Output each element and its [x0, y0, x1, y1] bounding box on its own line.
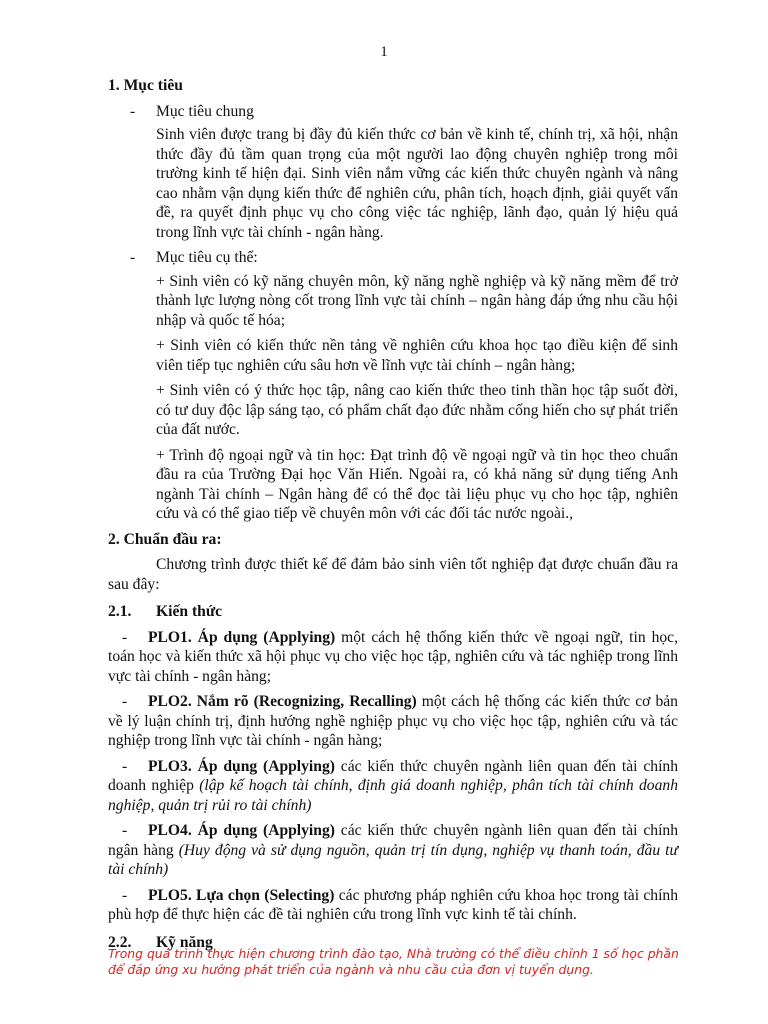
specific-item-1: + Sinh viên có kỹ năng chuyên môn, kỹ năng nghề nghiệp và kỹ năng mềm để trở thành lực lượng nòng cốt trong lĩnh vực tài chính – ngân hàng đáp ứng nhu cầu hội nhập và quốc tế hóa; — [156, 272, 678, 329]
subsection-2-2-heading: 2.2. Kỹ năng — [108, 933, 213, 951]
plo-1: - PLO1. Áp dụng (Applying) một cách hệ thống kiến thức về ngoại ngữ, tin học, toán học và kiến thức xã hội phục vụ cho việc học tập, nghiên cứu và tác nghiệp trong lĩnh vực tài chính - ngân hàng; — [108, 628, 678, 685]
plo-5: - PLO5. Lựa chọn (Selecting) các phương pháp nghiên cứu khoa học trong tài chính phù hợp để thực hiện các đề tài nghiên cứu trong lĩnh vực kinh tế tài chính. — [108, 886, 679, 923]
document-body — [108, 76, 678, 958]
specific-objective-label: - Mục tiêu cụ thể: — [130, 249, 258, 266]
specific-item-4: + Trình độ ngoại ngữ và tin học: Đạt trình độ về ngoại ngữ và tin học theo chuẩn đầu ra của Trường Đại học Văn Hiến. Ngoài ra, có khả năng sử dụng tiếng Anh ngành Tài chính – Ngân hàng để có thể đọc tài liệu phục vụ cho học tập, nghiên cứu và có thể giao tiếp về chuyên môn với các đối tác nước ngoài., — [156, 446, 678, 522]
section-2-intro: Chương trình được thiết kế để đảm bảo sinh viên tốt nghiệp đạt được chuẩn đầu ra sau đây: — [108, 556, 678, 593]
page-number: 1 — [380, 44, 388, 60]
section-1-heading: 1. Mục tiêu — [108, 77, 183, 94]
plo-4: - PLO4. Áp dụng (Applying) các kiến thức chuyên ngành liên quan đến tài chính ngân hàng (Huy động và sử dụng nguồn, quản trị tín dụng, nghiệp vụ thanh toán, đầu tư tài chính) — [108, 822, 678, 878]
specific-item-2: + Sinh viên có kiến thức nền tảng về nghiên cứu khoa học tạo điều kiện để sinh viên tiếp tục nghiên cứu sâu hơn về lĩnh vực tài chính – ngân hàng; — [156, 337, 678, 374]
subsection-2-1-heading: 2.1. Kiến thức — [108, 603, 223, 620]
footnote-note: Trong quá trình thực hiện chương trình đào tạo, Nhà trường có thể điều chỉnh 1 số học phần để đáp ứng xu hướng phát triển của ngành và nhu cầu của đơn vị tuyển dụng. — [108, 946, 679, 977]
general-objective-text: Sinh viên được trang bị đầy đủ kiến thức cơ bản về kinh tế, chính trị, xã hội, nhận thức đầy đủ tầm quan trọng của một người lao động chuyên nghiệp trong môi trường kinh tế hiện đại. Sinh viên nắm vững các kiến thức chuyên ngành và nâng cao nhằm vận dụng kiến thức để nghiên cứu, phân tích, hoạch định, giải quyết vấn đề, ra quyết định phục vụ cho công việc tác nghiệp, lãnh đạo, quản lý hiệu quả trong lĩnh vực tài chính - ngân hàng. — [156, 126, 678, 241]
specific-item-3: + Sinh viên có ý thức học tập, nâng cao kiến thức theo tinh thần học tập suốt đời, có tư duy độc lập sáng tạo, có phẩm chất đạo đức nhằm cống hiến cho sự phát triển của đất nước. — [156, 382, 678, 438]
section-2-heading: 2. Chuẩn đầu ra: — [108, 530, 222, 548]
general-objective-label: - Mục tiêu chung — [130, 102, 254, 120]
plo-2: - PLO2. Nắm rõ (Recognizing, Recalling) một cách hệ thống các kiến thức cơ bản về lý luận chính trị, định hướng nghề nghiệp phục vụ cho việc học tập, nghiên cứu và tác nghiệp trong lĩnh vực tài chính - ngân hàng; — [108, 693, 678, 749]
plo-3: - PLO3. Áp dụng (Applying) các kiến thức chuyên ngành liên quan đến tài chính doanh nghiệp (lập kế hoạch tài chính, định giá doanh nghiệp, phân tích tài chính doanh nghiệp, quản trị rủi ro tài chính) — [108, 757, 678, 814]
